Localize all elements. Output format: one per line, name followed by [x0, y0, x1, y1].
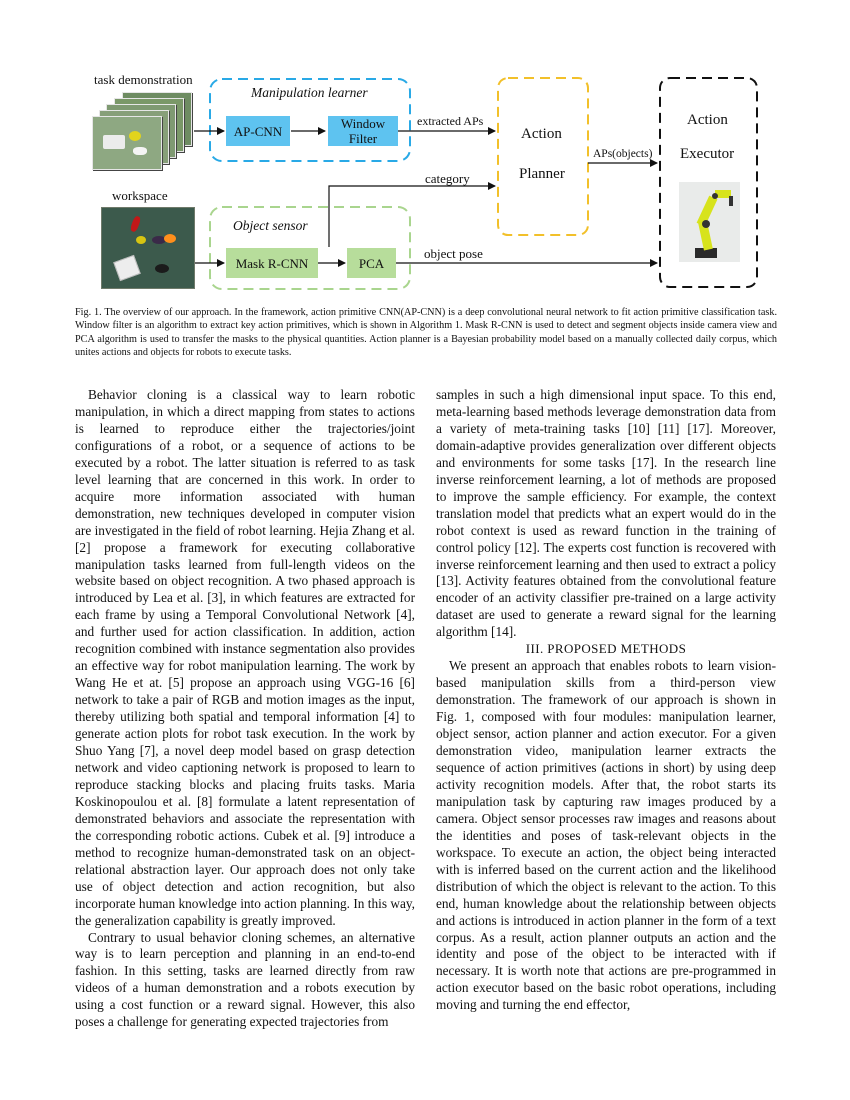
robot-arm-image [679, 182, 740, 262]
right-paragraph-2: We present an approach that enables robots to learn vision-based manipulation skills from a third-person view demonstration. The framework of our approach is shown in Fig. 1, composed with four modules: manipulation learner, object sensor, action planner and action executor. For a given demonstration video, manipulation learner extracts the sequence of action primitives (actions in short) by using deep activity recognition models. After that, the robot starts its manipulation task by capturing raw images produced by a camera. Object sensor processes raw images and reasons about the identities and poses of task-relevant objects in the workspace. To execute an action, the object being interacted with is inferred based on the current action and the likelihood distribution of which the object is relevant to the action. To this end, human knowledge about the relationship between objects and actions is introduced in action planner in the form of a text corpus. As a result, action planner outputs an action and the identity and pose of the object to be interacted with if necessary. It is worth note that actions are pre-programmed in action executor based on the basic robot operations, including moving and turning the end effector, [436, 658, 776, 1013]
extracted-aps-label: extracted APs [417, 114, 484, 128]
right-paragraph-1: samples in such a high dimensional input space. To this end, meta-learning based methods leverage demonstration data from a variety of meta-training tasks [10] [11] [17]. Moreover, domain-adaptive provides generalization over different objects and environments for some tasks [17]. In the research line inverse reinforcement learning, a lot of methods are proposed to improve the sample efficiency. For example, the context translation model that predicts what an expert would do in the robot context is used as reward function in the training of control policy [12]. The experts cost function is recovered with inverse reinforcement learning and then used to extract a policy [13]. Activity features obtained from the convolutional feature encoder of an activity classifier pre-trained on a large activity dataset are used to generate a reward signal for the learning algorithm [14]. [436, 387, 776, 640]
mask-rcnn-box: Mask R-CNN [226, 248, 318, 278]
ap-cnn-box: AP-CNN [226, 116, 290, 146]
left-paragraph-2: Contrary to usual behavior cloning schemes, an alternative way is to learn perception and planning in an end-to-end fashion. In this setting, tasks are learned directly from raw videos of a human demonstration and a robots execution by using a cost function or a reward signal. However, this also poses a challenge for generating expected trajectories from [75, 929, 415, 1030]
figure-caption: Fig. 1. The overview of our approach. In the framework, action primitive CNN(AP-CNN) is a deep convolutional neural network to fit action primitive classification task. Window filter is an algorithm to extract key action primitives, which is shown in Algorithm 1. Mask R-CNN is used to detect and segment objects inside camera view and PCA algorithm is used to transfer the masks to the physical quantities. Action planner is a Bayesian probability model based on a manually collected daily corpus, which unites actions and objects for robots to execute tasks. [75, 307, 777, 358]
action-planner-label-line2: Planner [519, 166, 565, 182]
aps-objects-label: APs(objects) [593, 148, 653, 160]
workspace-label: workspace [112, 188, 168, 203]
action-planner-label-line1: Action [521, 126, 562, 142]
action-executor-label-line2: Executor [680, 146, 735, 162]
action-planner-container [498, 78, 588, 235]
left-column [75, 387, 415, 1031]
overview-figure [0, 0, 850, 300]
left-paragraph-1: Behavior cloning is a classical way to learn robotic manipulation, in which a direct mapping from states to actions is learned to reproduce either the trajectories/joint configurations of a robot, or a sequence of actions to be executed by a robot. The latter situation is referred to as task level learning that are concerned in this work. In order to acquire more information associated with human demonstration, new techniques developed in computer vision are investigated in the field of robot learning. Hejia Zhang et al. [2] propose a framework for executing collaborative manipulation tasks learned from full-length videos on the website based on object recognition. A two phased approach is introduced by Lea et al. [3], in which features are extracted for each frame by using a Temporal Convolutional Network [4], and further used for action classification. In addition, action recognition combined with instance segmentation also provides an effective way for robot manipulation learning. The work by Wang He et at. [5] propose an approach using VGG-16 [6] network to take a pair of RGB and motion images as the input, thereby utilizing both spatial and temporal information [4] to generate action plots for robot task execution. In the work by Shuo Yang [7], a novel deep model based on grasp detection network and video captioning network is proposed to learn to reproduce stacking blocks and placing fruits tasks. Maria Koskinopoulou et al. [8] formulate a latent representation of demonstrated behaviors and associate the representation with the corresponding robotic actions. Cubek et al. [9] introduce a method to recognize human-demonstrated task on an object-relational abstraction layer. Our approach does not only take use of object detection and action recognition, but also incorporate human knowledge into action planning. In this way, the generalization capability is greatly improved. [75, 387, 415, 928]
action-executor-label-line1: Action [687, 112, 728, 128]
manipulation-learner-title: Manipulation learner [251, 85, 368, 100]
workspace-image [101, 207, 195, 289]
task-demonstration-label: task demonstration [94, 72, 193, 87]
section-heading: III. PROPOSED METHODS [525, 641, 687, 657]
object-pose-label: object pose [424, 246, 483, 261]
arrow-category-to-planner [329, 186, 495, 247]
category-label: category [425, 171, 470, 186]
robot-arm-icon [679, 182, 740, 262]
right-column [436, 387, 776, 1014]
window-filter-box: Window Filter [328, 116, 398, 146]
object-sensor-title: Object sensor [233, 218, 308, 233]
pca-box: PCA [347, 248, 396, 278]
task-demonstration-frames [92, 92, 192, 162]
